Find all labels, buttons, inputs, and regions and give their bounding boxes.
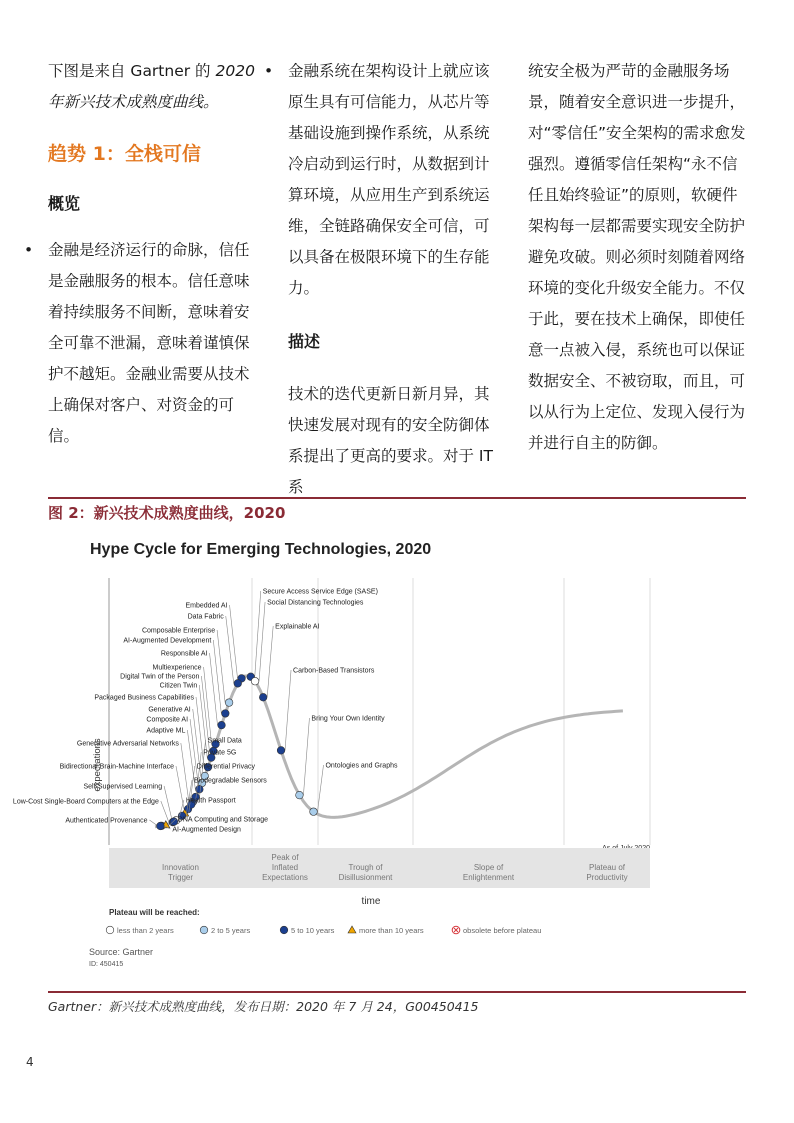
bullet-marker: • — [24, 241, 34, 259]
text-column-1 — [24, 56, 264, 452]
bullet-marker: • — [264, 62, 274, 80]
tech-label: Differential Privacy — [196, 763, 255, 771]
architecture-bullet — [264, 56, 504, 304]
legend-label: obsolete before plateau — [463, 926, 542, 935]
tech-point-marker — [251, 677, 259, 685]
y-axis-label: expectations — [92, 738, 103, 792]
leader-line — [161, 801, 169, 822]
tech-label: Ontologies and Graphs — [325, 762, 398, 770]
leader-line — [217, 630, 225, 703]
leader-line — [196, 697, 204, 767]
tech-point-marker — [296, 791, 304, 799]
legend-label: 5 to 10 years — [291, 926, 335, 935]
tech-point — [65, 818, 165, 830]
tech-label: Generative AI — [148, 706, 191, 714]
tech-label: DNA Computing and Storage — [177, 816, 269, 824]
leader-line — [285, 670, 291, 750]
phase-label-line: Innovation — [162, 863, 199, 872]
phase-label — [586, 863, 627, 882]
leader-line — [255, 591, 261, 677]
tech-point — [277, 668, 375, 755]
legend-item — [348, 926, 424, 935]
tech-point-marker — [259, 693, 267, 701]
tech-label: Health Passport — [185, 797, 236, 805]
tech-label: Embedded AI — [185, 602, 228, 610]
tech-label: Low-Cost Single-Board Computers at the Edge — [12, 798, 159, 806]
leader-line — [230, 605, 238, 678]
legend-item — [106, 926, 174, 935]
tech-label: Adaptive ML — [146, 727, 186, 735]
legend-item — [280, 926, 334, 935]
leader-line — [226, 616, 234, 683]
phase-label-line: Expectations — [262, 873, 308, 882]
leader-line — [213, 640, 221, 713]
overview-bullet-text: 金融是经济运行的命脉，信任是金融服务的根本。信任意味着持续服务不间断，意味着安全可靠不泄漏，意味着谨慎保护不越矩。金融业需要从技术上确保对客户、对资金的可信。 — [48, 241, 250, 445]
tech-point-marker — [157, 822, 165, 830]
leader-line — [181, 743, 189, 802]
chart-title: Hype Cycle for Emerging Technologies, 2020 — [90, 541, 432, 558]
phase-label-line: Productivity — [586, 873, 628, 882]
tech-label: AI-Augmented Development — [123, 637, 212, 645]
figure-label: 图 2：新兴技术成熟度曲线，2020 — [48, 504, 286, 522]
tech-label: Citizen Twin — [159, 682, 198, 690]
figure-caption: Gartner：新兴技术成熟度曲线，发布日期：2020 年 7 月 24，G00450415 — [48, 999, 479, 1014]
phase-label-line: Inflated — [271, 863, 299, 872]
architecture-bullet-text: 金融系统在架构设计上就应该原生具有可信能力，从芯片等基础设施到操作系统，从系统冷启动到运行时，从数据到计算环境，从应用生产到系统运维，全链路确保安全可信，可以具备在极限环境下的生存能力。 — [288, 62, 490, 297]
legend-item — [200, 926, 250, 935]
tech-label: Multiexperience — [152, 664, 202, 672]
phase-band — [109, 848, 650, 888]
intro-text: 下图是来自 Gartner 的 — [48, 62, 216, 80]
tech-point-marker — [225, 699, 233, 707]
trend-heading: 趋势 1：全栈可信 — [48, 143, 201, 165]
legend-item — [452, 926, 541, 935]
tech-label: Responsible AI — [160, 650, 208, 658]
leader-line — [176, 766, 184, 809]
tech-point-marker — [234, 680, 242, 688]
page-number: 4 — [26, 1055, 34, 1069]
hype-cycle-chart — [12, 530, 684, 975]
figure-bottom-rule — [48, 991, 746, 993]
legend-label: less than 2 years — [117, 926, 174, 935]
tech-point-marker — [200, 926, 208, 934]
text-column-2 — [264, 56, 504, 503]
legend-label: more than 10 years — [359, 926, 424, 935]
tech-point-marker — [277, 747, 285, 755]
tech-point-marker — [280, 926, 288, 934]
description-heading: 描述 — [288, 332, 321, 351]
overview-bullet — [24, 235, 264, 452]
tech-point-marker — [310, 808, 318, 816]
leader-line — [303, 718, 309, 795]
tech-label: Social Distancing Technologies — [267, 599, 364, 607]
tech-label: Explainable AI — [275, 623, 320, 631]
tech-label: Bidirectional Brain-Machine Interface — [59, 763, 174, 771]
overview-heading: 概览 — [48, 194, 81, 213]
tech-point-marker — [222, 710, 230, 718]
figure-top-rule — [48, 497, 746, 499]
tech-label: Composable Enterprise — [141, 627, 216, 635]
tech-label: Data Fabric — [187, 613, 224, 621]
tech-label: Private 5G — [203, 749, 237, 757]
tech-point-marker — [218, 721, 226, 729]
tech-label: Carbon-Based Transistors — [293, 667, 375, 675]
leader-line — [267, 626, 273, 697]
tech-label: Generative Adversarial Networks — [76, 740, 179, 748]
source-label: Source: Gartner — [89, 947, 154, 957]
tech-label: Digital Twin of the Person — [120, 673, 200, 681]
tech-label: Biodegradable Sensors — [194, 777, 267, 785]
leader-line — [210, 653, 218, 725]
tech-point-marker — [106, 926, 114, 934]
intro-figure-title: 2020 年新兴技术成熟度曲线。 — [48, 62, 255, 111]
tech-label: Packaged Business Capabilities — [94, 694, 195, 702]
legend-label: 2 to 5 years — [211, 926, 251, 935]
phase-label-line: Plateau of — [588, 863, 626, 872]
phase-label-line: Trough of — [348, 863, 383, 872]
id-label: ID: 450415 — [89, 961, 124, 968]
leader-line — [164, 786, 172, 820]
phase-label-line: Slope of — [473, 863, 504, 872]
text-column-3 — [528, 56, 746, 459]
phase-label-line: Disillusionment — [338, 873, 393, 882]
x-axis-label: time — [361, 896, 381, 907]
leader-line — [259, 602, 265, 681]
tech-label: AI-Augmented Design — [172, 826, 241, 834]
phase-label-line: Trigger — [167, 873, 194, 882]
tech-label: Bring Your Own Identity — [311, 715, 385, 723]
description-paragraph: 技术的迭代更新日新月异，其快速发展对现有的安全防御体系提出了更高的要求。对于 IT 系 — [288, 385, 493, 496]
tech-point-marker — [170, 818, 178, 826]
phase-label-line: Peak of — [271, 853, 299, 862]
description-continued: 统安全极为严苛的金融服务场景，随着安全意识进一步提升，对“零信任”安全架构的需求愈发强烈。遵循零信任架构“永不信任且始终验证”的原则，软硬件架构每一层都需要实现安全防护避免攻破。则必须时刻随着网络环境的变化升级安全能力。不仅于此，要在技术上确保，即使任意一点被入侵，系统也可以保证数据安全、不被窃取，而且，可以从行为上定位、发现入侵行为并进行自主的防御。 — [528, 62, 746, 452]
tech-label: Self-Supervised Learning — [83, 783, 163, 791]
tech-point-marker — [348, 926, 356, 933]
intro-paragraph — [48, 56, 264, 118]
phase-label-line: Enlightenment — [462, 873, 515, 882]
tech-point — [296, 716, 385, 799]
tech-point — [310, 763, 398, 816]
tech-label: Small Data — [207, 737, 242, 745]
tech-label: Composite AI — [146, 716, 189, 724]
leader-line — [149, 820, 157, 826]
technologies-left — [13, 603, 245, 830]
tech-label: Authenticated Provenance — [65, 817, 148, 825]
tech-label: Secure Access Service Edge (SASE) — [262, 588, 378, 596]
legend — [106, 926, 541, 935]
legend-title: Plateau will be reached: — [109, 908, 200, 917]
